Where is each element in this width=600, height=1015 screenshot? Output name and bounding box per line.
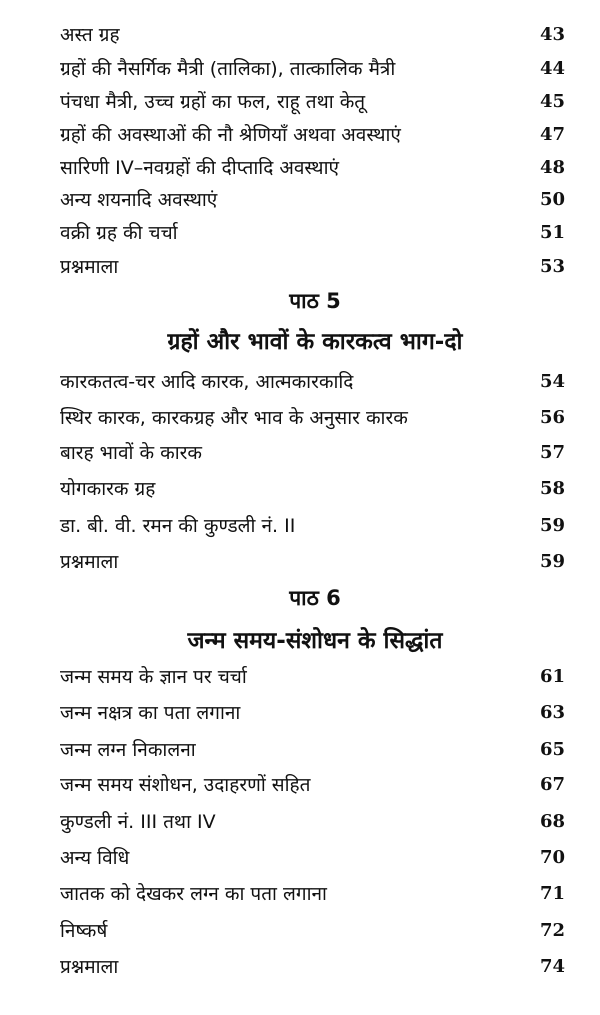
toc-entry[interactable] (60, 878, 565, 908)
toc-entry[interactable] (60, 19, 565, 49)
toc-entry[interactable] (60, 915, 565, 945)
entry-title: जन्म लग्न निकालना (60, 739, 196, 761)
entry-title: सारिणी IV–नवग्रहों की दीप्तादि अवस्थाएं (60, 157, 340, 179)
entry-page-number: 63 (539, 701, 565, 723)
toc-entry[interactable] (60, 184, 565, 214)
entry-title: कुण्डली नं. III तथा IV (60, 811, 216, 833)
toc-entry[interactable] (60, 842, 565, 872)
toc-entry[interactable] (60, 366, 565, 396)
toc-entry[interactable] (60, 510, 565, 540)
entry-title: अस्त ग्रह (60, 24, 120, 46)
entry-title: जातक को देखकर लग्न का पता लगाना (60, 883, 327, 905)
entry-title: ग्रहों की नैसर्गिक मैत्री (तालिका), तात्कालिक मैत्री (60, 58, 396, 80)
entry-page-number: 68 (539, 810, 565, 832)
entry-page-number: 65 (539, 738, 565, 760)
toc-entry[interactable] (60, 251, 565, 281)
entry-page-number: 59 (539, 514, 565, 536)
lesson-6-title: जन्म समय-संशोधन के सिद्धांत (187, 628, 443, 654)
entry-page-number: 53 (539, 255, 565, 277)
entry-page-number: 74 (539, 955, 565, 977)
toc-entry[interactable] (60, 53, 565, 83)
toc-entry[interactable] (60, 697, 565, 727)
entry-title: निष्कर्ष (60, 920, 108, 942)
entry-title: अन्य विधि (60, 847, 130, 869)
entry-page-number: 59 (539, 550, 565, 572)
entry-page-number: 51 (539, 221, 565, 243)
entry-title: जन्म नक्षत्र का पता लगाना (60, 702, 241, 724)
toc-entry[interactable] (60, 473, 565, 503)
entry-title: प्रश्नमाला (60, 256, 119, 278)
entry-title: जन्म समय संशोधन, उदाहरणों सहित (60, 774, 311, 796)
entry-page-number: 61 (539, 665, 565, 687)
entry-title: वक्री ग्रह की चर्चा (60, 222, 178, 244)
lesson-5-label: पाठ 5 (289, 289, 341, 313)
toc-entry[interactable] (60, 119, 565, 149)
entry-page-number: 71 (539, 882, 565, 904)
toc-entry[interactable] (60, 951, 565, 981)
toc-entry[interactable] (60, 769, 565, 799)
toc-entry[interactable] (60, 217, 565, 247)
entry-title: पंचधा मैत्री, उच्च ग्रहों का फल, राहू तथा केतू (60, 91, 366, 113)
toc-entry[interactable] (60, 86, 565, 116)
entry-page-number: 43 (539, 23, 565, 45)
entry-page-number: 70 (539, 846, 565, 868)
entry-page-number: 72 (539, 919, 565, 941)
entry-page-number: 50 (539, 188, 565, 210)
entry-page-number: 47 (539, 123, 565, 145)
toc-entry[interactable] (60, 402, 565, 432)
toc-entry[interactable] (60, 546, 565, 576)
entry-page-number: 57 (539, 441, 565, 463)
entry-page-number: 58 (539, 477, 565, 499)
toc-entry[interactable] (60, 806, 565, 836)
toc-entry[interactable] (60, 152, 565, 182)
entry-page-number: 45 (539, 90, 565, 112)
lesson-5-title: ग्रहों और भावों के कारकत्व भाग-दो (167, 329, 463, 355)
entry-title: ग्रहों की अवस्थाओं की नौ श्रेणियाँ अथवा अवस्थाएं (60, 124, 401, 146)
entry-page-number: 67 (539, 773, 565, 795)
entry-title: बारह भावों के कारक (60, 442, 202, 464)
toc-entry[interactable] (60, 661, 565, 691)
toc-entry[interactable] (60, 437, 565, 467)
entry-page-number: 56 (539, 406, 565, 428)
entry-title: योगकारक ग्रह (60, 478, 156, 500)
entry-title: जन्म समय के ज्ञान पर चर्चा (60, 666, 247, 688)
entry-title: स्थिर कारक, कारकग्रह और भाव के अनुसार कारक (60, 407, 408, 429)
entry-page-number: 44 (539, 57, 565, 79)
toc-entry[interactable] (60, 734, 565, 764)
entry-title: अन्य शयनादि अवस्थाएं (60, 189, 218, 211)
entry-title: डा. बी. वी. रमन की कुण्डली नं. II (60, 515, 296, 537)
entry-title: प्रश्नमाला (60, 551, 119, 573)
entry-page-number: 48 (539, 156, 565, 178)
entry-page-number: 54 (539, 370, 565, 392)
lesson-6-label: पाठ 6 (289, 586, 341, 610)
entry-title: प्रश्नमाला (60, 956, 119, 978)
entry-title: कारकतत्व-चर आदि कारक, आत्मकारकादि (60, 371, 354, 393)
